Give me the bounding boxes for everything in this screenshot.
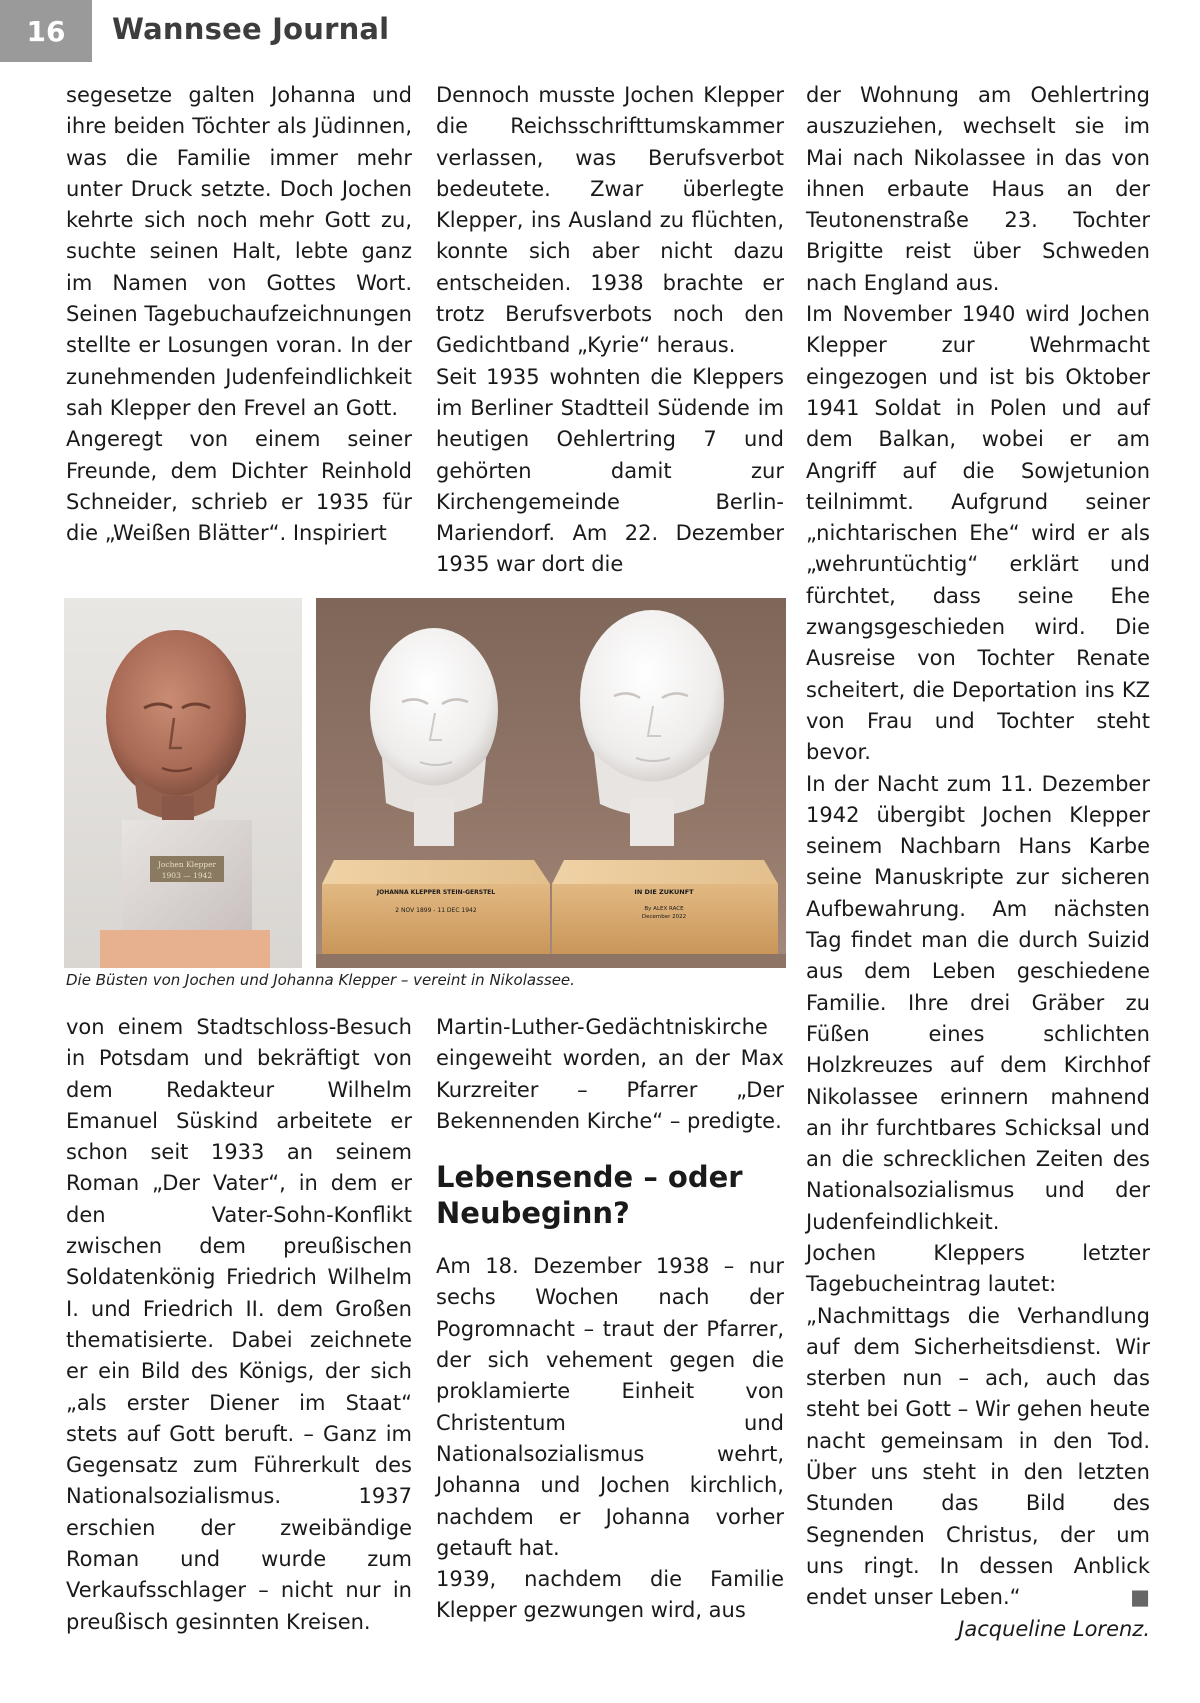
- paragraph: der Wohnung am Oehlertring auszuziehen, wechselt sie im Mai nach Nikolassee in das von ihnen erbaute Haus an der Teutonenstraße 23. Tochter Brigitte reist über Schweden nach England aus.: [806, 83, 1150, 295]
- paragraph: von einem Stadtschloss-Besuch in Potsdam und bekräftigt von dem Redakteur Wilhelm Emanuel Süskind arbeitete er schon seit 1933 an seinem Roman „Der Vater“, in dem er den Vater-Sohn-Konflikt zwischen dem preußischen Soldatenkönig Friedrich Wilhelm I. und Friedrich II. dem Großen thematisierte. Dabei zeichnete er ein Bild des Königs, der sich „als erster Diener im Staat“ stets auf Gott beruft. – Ganz im Gegensatz zum Führerkult des Nationalsozialismus. 1937 erschien der zweibändige Roman und wurde zum Verkaufsschlager – nicht nur in preußisch gesinnten Kreisen.: [66, 1015, 412, 1634]
- end-mark-icon: ■: [1130, 1585, 1150, 1610]
- author-signature: Jacqueline Lorenz.: [958, 1616, 1150, 1641]
- column-2-top: [436, 80, 784, 581]
- column-2-bottom: [436, 1012, 784, 1627]
- paragraph: segesetze galten Johanna und ihre beiden Töchter als Jüdinnen, was die Familie immer mehr unter Druck setzte. Doch Jochen kehrte sich noch mehr Gott zu, suchte seinen Halt, lebte ganz im Namen von Gottes Wort. Seinen Tagebuchaufzeichnungen stellte er Losungen voran. In der zunehmenden Judenfeindlichkeit sah Klepper den Frevel an Gott.: [66, 83, 412, 420]
- photo-caption: Die Büsten von Jochen und Johanna Klepper – vereint in Nikolassee.: [66, 971, 575, 989]
- plaque-1-name: Jochen Klepper: [157, 860, 217, 869]
- paragraph: Am 18. Dezember 1938 – nur sechs Wochen nach der Pogromnacht – traut der Pfarrer, der sich vehement gegen die proklamierte Einheit von Christentum und Nationalsozialismus wehrt, Johanna und Jochen kirchlich, nachdem er Johanna vorher getauft hat.: [436, 1254, 784, 1560]
- paragraph: Martin-Luther-Gedächtniskirche eingeweiht worden, an der Max Kurzreiter – Pfarrer „Der Bekennenden Kirche“ – predigte.: [436, 1015, 784, 1133]
- page-header: [0, 0, 1200, 62]
- paragraph: Seit 1935 wohnten die Kleppers im Berliner Stadtteil Südende im heutigen Oehlertring 7 und gehörten damit zur Kirchengemeinde Berlin-Mariendorf. Am 22. Dezember 1935 war dort die: [436, 364, 784, 577]
- busts-photo: [64, 598, 786, 968]
- paragraph: Angeregt von einem seiner Freunde, dem Dichter Reinhold Schneider, schrieb er 1935 für die „Weißen Blätter“. Inspiriert: [66, 427, 412, 546]
- paragraph: 1939, nachdem die Familie Klepper gezwungen wird, aus: [436, 1567, 784, 1623]
- plaque-2-dates: 2 NOV 1899 - 11 DEC 1942: [395, 907, 477, 914]
- plaque-3-artist: By ALEX RACE: [644, 906, 684, 912]
- column-3: [806, 80, 1150, 1645]
- plaque-1-dates: 1903 — 1942: [161, 871, 213, 880]
- page-number: 16: [0, 0, 92, 62]
- column-1-bottom: [66, 1012, 412, 1638]
- paragraph: Im November 1940 wird Jochen Klepper zur Wehrmacht eingezogen und ist bis Oktober 1941 Soldat in Polen und auf dem Balkan, wobei er am Angriff auf die Sowjetunion teilnimmt. Aufgrund seiner „nichtarischen Ehe“ wird er als „wehruntüchtig“ erklärt und fürchtet, dass seine Ehe zwangsgeschieden wird. Die Ausreise von Tochter Renate scheitert, die Deportation ins KZ von Frau und Tochter steht bevor.: [806, 302, 1150, 765]
- paragraph: Dennoch musste Jochen Klepper die Reichsschrifttumskammer verlassen, was Berufsverbot bedeutete. Zwar überlegte Klepper, ins Ausland zu flüchten, konnte sich aber nicht dazu entscheiden. 1938 brachte er trotz Berufsverbots noch den Gedichtband „Kyrie“ heraus.: [436, 83, 784, 358]
- paragraph: Jochen Kleppers letzter Tagebucheintrag lautet:: [806, 1240, 1150, 1297]
- plaque-3-date: December 2022: [641, 914, 687, 920]
- paragraph: In der Nacht zum 11. Dezember 1942 übergibt Jochen Klepper seinem Nachbarn Hans Karbe seine Manuskripte zur sicheren Aufbewahrung. Am nächsten Tag findet man die durch Suizid aus dem Leben geschiedene Familie. Ihre drei Gräber zu Füßen eines schlichten Holzkreuzes auf dem Kirchhof Nikolassee erinnern mahnend an ihr furchtbares Schicksal und an die schrecklichen Zeiten des Nationalsozialismus und der Judenfeindlichkeit.: [806, 771, 1150, 1234]
- quote: [806, 1301, 1150, 1614]
- column-1-top: [66, 80, 412, 549]
- quote-text: „Nachmittags die Verhandlung auf dem Sicherheitsdienst. Wir sterben nun – ach, auch das steht bei Gott – Wir gehen heute nacht gemeinsam in den Tod. Über uns steht in den letzten Stunden das Bild des Segnenden Christus, der um uns ringt. In dessen Anblick endet unser Leben.“: [806, 1303, 1150, 1610]
- plaque-2-name: JOHANNA KLEPPER STEIN-GERSTEL: [376, 889, 496, 896]
- journal-title: Wannsee Journal: [112, 12, 390, 46]
- section-heading: Lebensende – oder Neubeginn?: [436, 1160, 743, 1231]
- plaque-3-title: IN DIE ZUKUNFT: [634, 888, 694, 896]
